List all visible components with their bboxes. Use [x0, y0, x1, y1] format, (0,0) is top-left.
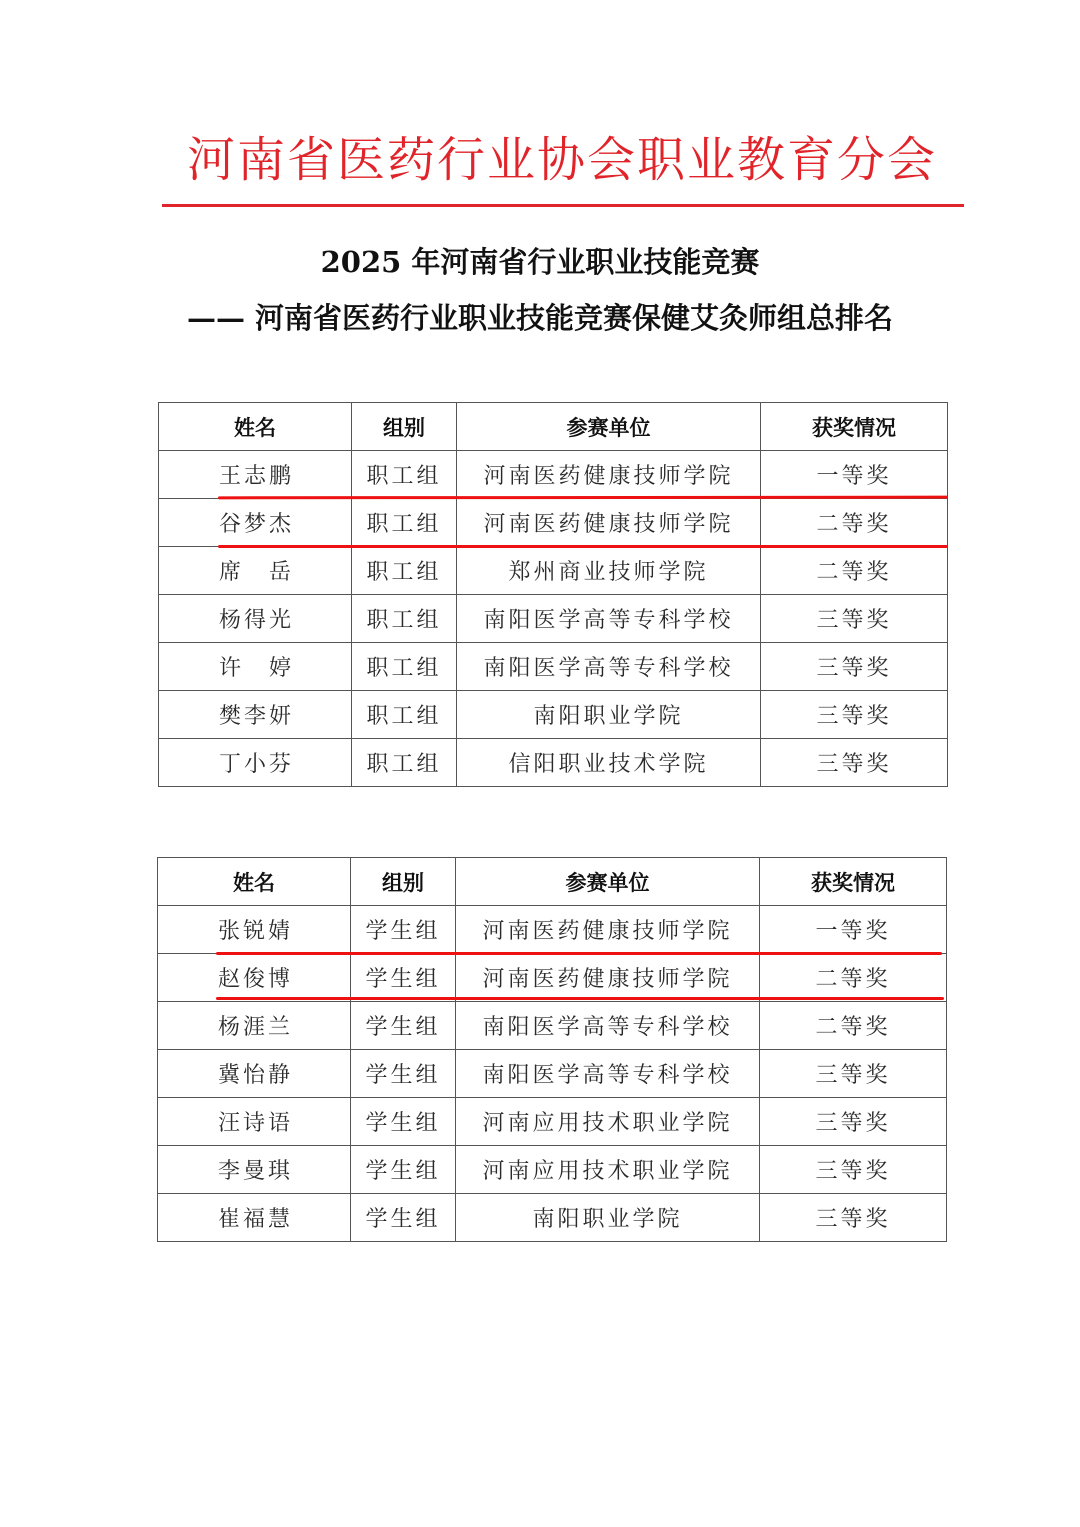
- award-cell: 三等奖: [761, 595, 948, 643]
- group-cell: 学生组: [351, 1194, 456, 1242]
- name-cell: 许 婷: [159, 643, 352, 691]
- group-cell: 职工组: [352, 547, 457, 595]
- name-cell: 王志鹏: [159, 451, 352, 499]
- column-header-award: 获奖情况: [761, 403, 948, 451]
- highlight-underline: [216, 952, 942, 955]
- table-row: [159, 691, 948, 739]
- table-row: [159, 547, 948, 595]
- table-header-row: [158, 858, 947, 906]
- name-cell: 张锐婧: [158, 906, 351, 954]
- table-row: [159, 643, 948, 691]
- highlight-underline: [218, 545, 948, 548]
- document-subtitle: —— 河南省医药行业职业技能竞赛保健艾灸师组总排名: [186, 301, 894, 335]
- award-cell: 三等奖: [761, 643, 948, 691]
- highlight-underline: [216, 997, 944, 1000]
- table-row: [158, 906, 947, 954]
- award-cell: 二等奖: [760, 1002, 947, 1050]
- group-cell: 学生组: [351, 1050, 456, 1098]
- award-cell: 一等奖: [761, 451, 948, 499]
- group-cell: 职工组: [352, 595, 457, 643]
- name-cell: 汪诗语: [158, 1098, 351, 1146]
- column-header-name: 姓名: [159, 403, 352, 451]
- unit-cell: 南阳医学高等专科学校: [456, 1002, 760, 1050]
- award-cell: 三等奖: [760, 1146, 947, 1194]
- name-cell: 席 岳: [159, 547, 352, 595]
- group-cell: 职工组: [352, 739, 457, 787]
- name-cell: 杨涯兰: [158, 1002, 351, 1050]
- column-header-group: 组别: [351, 858, 456, 906]
- table-row: [159, 499, 948, 547]
- table-header-row: [159, 403, 948, 451]
- unit-cell: 河南医药健康技师学院: [456, 906, 760, 954]
- name-cell: 杨得光: [159, 595, 352, 643]
- award-cell: 二等奖: [761, 499, 948, 547]
- ranking-table-student: [157, 857, 947, 1242]
- unit-cell: 河南医药健康技师学院: [456, 954, 760, 1002]
- unit-cell: 河南应用技术职业学院: [456, 1146, 760, 1194]
- unit-cell: 河南医药健康技师学院: [457, 451, 761, 499]
- award-cell: 三等奖: [761, 691, 948, 739]
- group-cell: 学生组: [351, 1002, 456, 1050]
- ranking-table-staff: [158, 402, 948, 787]
- name-cell: 崔福慧: [158, 1194, 351, 1242]
- group-cell: 职工组: [352, 691, 457, 739]
- header-divider: [162, 204, 964, 207]
- group-cell: 学生组: [351, 1098, 456, 1146]
- column-header-award: 获奖情况: [760, 858, 947, 906]
- name-cell: 樊李妍: [159, 691, 352, 739]
- table-row: [158, 1050, 947, 1098]
- group-cell: 学生组: [351, 906, 456, 954]
- name-cell: 冀怡静: [158, 1050, 351, 1098]
- group-cell: 职工组: [352, 643, 457, 691]
- award-cell: 三等奖: [760, 1098, 947, 1146]
- table-row: [158, 1146, 947, 1194]
- highlight-underline: [218, 496, 948, 500]
- award-cell: 三等奖: [760, 1050, 947, 1098]
- document-title: 2025 年河南省行业职业技能竞赛: [320, 245, 760, 279]
- award-cell: 一等奖: [760, 906, 947, 954]
- award-cell: 三等奖: [760, 1194, 947, 1242]
- column-header-unit: 参赛单位: [457, 403, 761, 451]
- unit-cell: 南阳医学高等专科学校: [457, 643, 761, 691]
- table-row: [159, 451, 948, 499]
- group-cell: 职工组: [352, 451, 457, 499]
- unit-cell: 河南应用技术职业学院: [456, 1098, 760, 1146]
- award-cell: 三等奖: [761, 739, 948, 787]
- unit-cell: 南阳职业学院: [456, 1194, 760, 1242]
- table-row: [158, 954, 947, 1002]
- table-row: [159, 595, 948, 643]
- name-cell: 丁小芬: [159, 739, 352, 787]
- group-cell: 职工组: [352, 499, 457, 547]
- group-cell: 学生组: [351, 1146, 456, 1194]
- table-row: [158, 1002, 947, 1050]
- unit-cell: 河南医药健康技师学院: [457, 499, 761, 547]
- unit-cell: 郑州商业技师学院: [457, 547, 761, 595]
- name-cell: 赵俊博: [158, 954, 351, 1002]
- name-cell: 谷梦杰: [159, 499, 352, 547]
- organization-header: 河南省医药行业协会职业教育分会: [186, 132, 937, 188]
- award-cell: 二等奖: [760, 954, 947, 1002]
- unit-cell: 南阳医学高等专科学校: [457, 595, 761, 643]
- table-row: [158, 1098, 947, 1146]
- column-header-group: 组别: [352, 403, 457, 451]
- unit-cell: 南阳职业学院: [457, 691, 761, 739]
- column-header-unit: 参赛单位: [456, 858, 760, 906]
- award-cell: 二等奖: [761, 547, 948, 595]
- name-cell: 李曼琪: [158, 1146, 351, 1194]
- unit-cell: 信阳职业技术学院: [457, 739, 761, 787]
- table-row: [159, 739, 948, 787]
- unit-cell: 南阳医学高等专科学校: [456, 1050, 760, 1098]
- group-cell: 学生组: [351, 954, 456, 1002]
- table-row: [158, 1194, 947, 1242]
- column-header-name: 姓名: [158, 858, 351, 906]
